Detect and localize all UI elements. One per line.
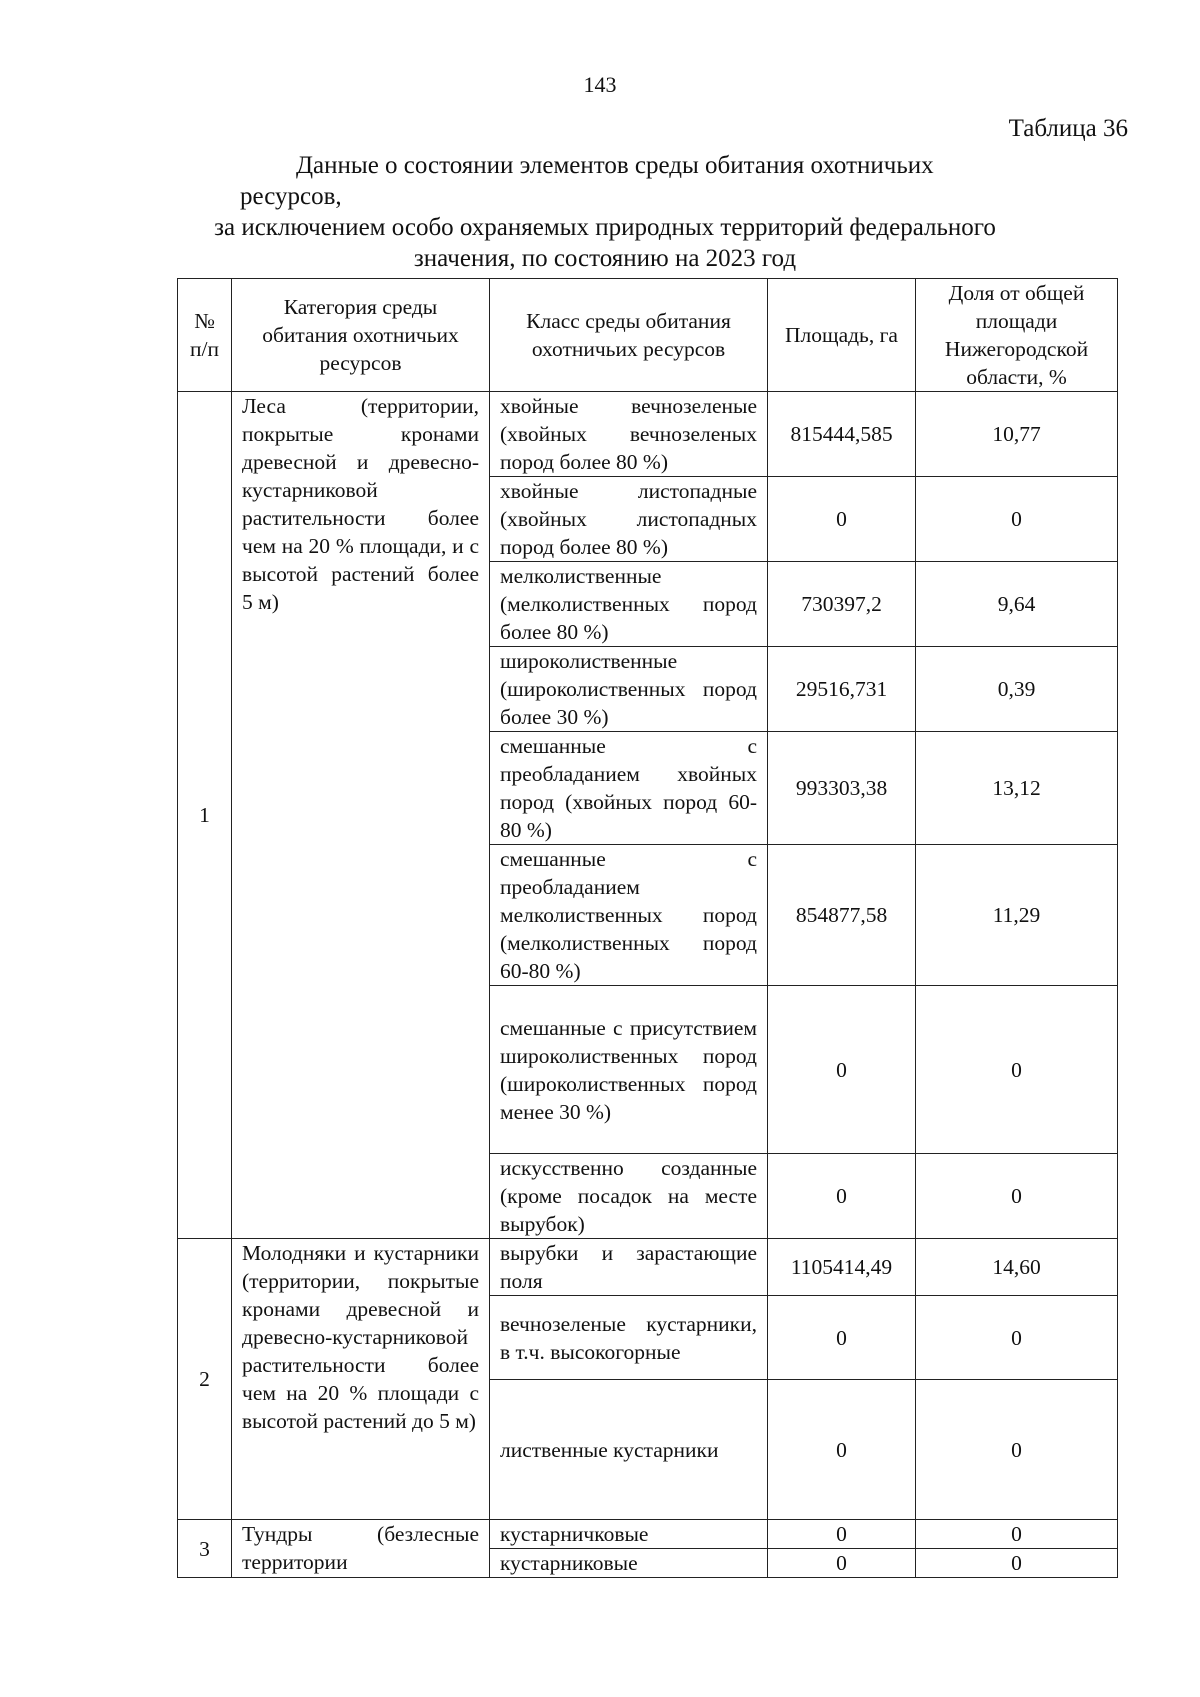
area-value: 0 [768, 1154, 916, 1239]
row-number: 1 [178, 392, 232, 1239]
area-value: 815444,585 [768, 392, 916, 477]
title-line-2: за исключением особо охраняемых природных территорий федерального [214, 214, 996, 241]
share-value: 13,12 [916, 732, 1118, 845]
header-num: № п/п [178, 279, 232, 392]
habitat-class: мелколиственные (мелколиственных пород более 80 %) [490, 562, 768, 647]
habitat-class: широколиственные (широколиственных пород более 30 %) [490, 647, 768, 732]
habitat-class: хвойные листопадные (хвойных листопадных пород более 80 %) [490, 477, 768, 562]
area-value: 854877,58 [768, 845, 916, 986]
habitat-category: Молодняки и кустарники (территории, покрытые кронами древесной и древесно-кустарниковой растительности более чем на 20 % площади с высотой растений до 5 м) [232, 1239, 490, 1520]
habitat-class: смешанные с присутствием широколиственных пород (широколиственных пород менее 30 %) [490, 986, 768, 1154]
share-value: 0 [916, 1520, 1118, 1549]
share-value: 0 [916, 1296, 1118, 1380]
area-value: 0 [768, 1520, 916, 1549]
habitat-class: хвойные вечнозеленые (хвойных вечнозеленых пород более 80 %) [490, 392, 768, 477]
habitat-category: Леса (территории, покрытые кронами древесной и древесно-кустарниковой растительности более чем на 20 % площади, и с высотой растений более 5 м) [232, 392, 490, 1239]
habitat-class: лиственные кустарники [490, 1380, 768, 1520]
share-value: 0 [916, 1549, 1118, 1578]
share-value: 0,39 [916, 647, 1118, 732]
header-category: Категория среды обитания охотничьих ресурсов [232, 279, 490, 392]
area-value: 1105414,49 [768, 1239, 916, 1296]
table-row [178, 1520, 1118, 1549]
table-label: Таблица 36 [1008, 115, 1128, 142]
habitat-class: вечнозеленые кустарники, в т.ч. высокогорные [490, 1296, 768, 1380]
header-area: Площадь, га [768, 279, 916, 392]
habitat-class: смешанные с преобладанием хвойных пород (хвойных пород 60-80 %) [490, 732, 768, 845]
row-number: 3 [178, 1520, 232, 1578]
habitat-class: кустарниковые [490, 1549, 768, 1578]
area-value: 0 [768, 986, 916, 1154]
share-value: 9,64 [916, 562, 1118, 647]
habitat-class: смешанные с преобладанием мелколиственных пород (мелколиственных пород 60-80 %) [490, 845, 768, 986]
row-number: 2 [178, 1239, 232, 1520]
share-value: 10,77 [916, 392, 1118, 477]
share-value: 0 [916, 1154, 1118, 1239]
header-class: Класс среды обитания охотничьих ресурсов [490, 279, 768, 392]
share-value: 14,60 [916, 1239, 1118, 1296]
area-value: 0 [768, 477, 916, 562]
area-value: 730397,2 [768, 562, 916, 647]
habitat-category: Тундры (безлесные территории [232, 1520, 490, 1578]
table-row [178, 392, 1118, 477]
table-row [178, 1239, 1118, 1296]
page-number: 143 [583, 72, 617, 97]
table-title [190, 150, 1020, 274]
share-value: 11,29 [916, 845, 1118, 986]
area-value: 29516,731 [768, 647, 916, 732]
title-line-3: значения, по состоянию на 2023 год [413, 245, 797, 272]
area-value: 993303,38 [768, 732, 916, 845]
share-value: 0 [916, 1380, 1118, 1520]
area-value: 0 [768, 1296, 916, 1380]
habitat-class: вырубки и зарастающие поля [490, 1239, 768, 1296]
share-value: 0 [916, 986, 1118, 1154]
title-line-1: Данные о состоянии элементов среды обитания охотничьих ресурсов, [240, 152, 934, 210]
area-value: 0 [768, 1549, 916, 1578]
habitat-class: искусственно созданные (кроме посадок на месте вырубок) [490, 1154, 768, 1239]
header-share: Доля от общей площади Нижегородской области, % [916, 279, 1118, 392]
habitat-class: кустарничковые [490, 1520, 768, 1549]
header-row [178, 279, 1118, 392]
habitat-table [177, 278, 1118, 1578]
share-value: 0 [916, 477, 1118, 562]
area-value: 0 [768, 1380, 916, 1520]
